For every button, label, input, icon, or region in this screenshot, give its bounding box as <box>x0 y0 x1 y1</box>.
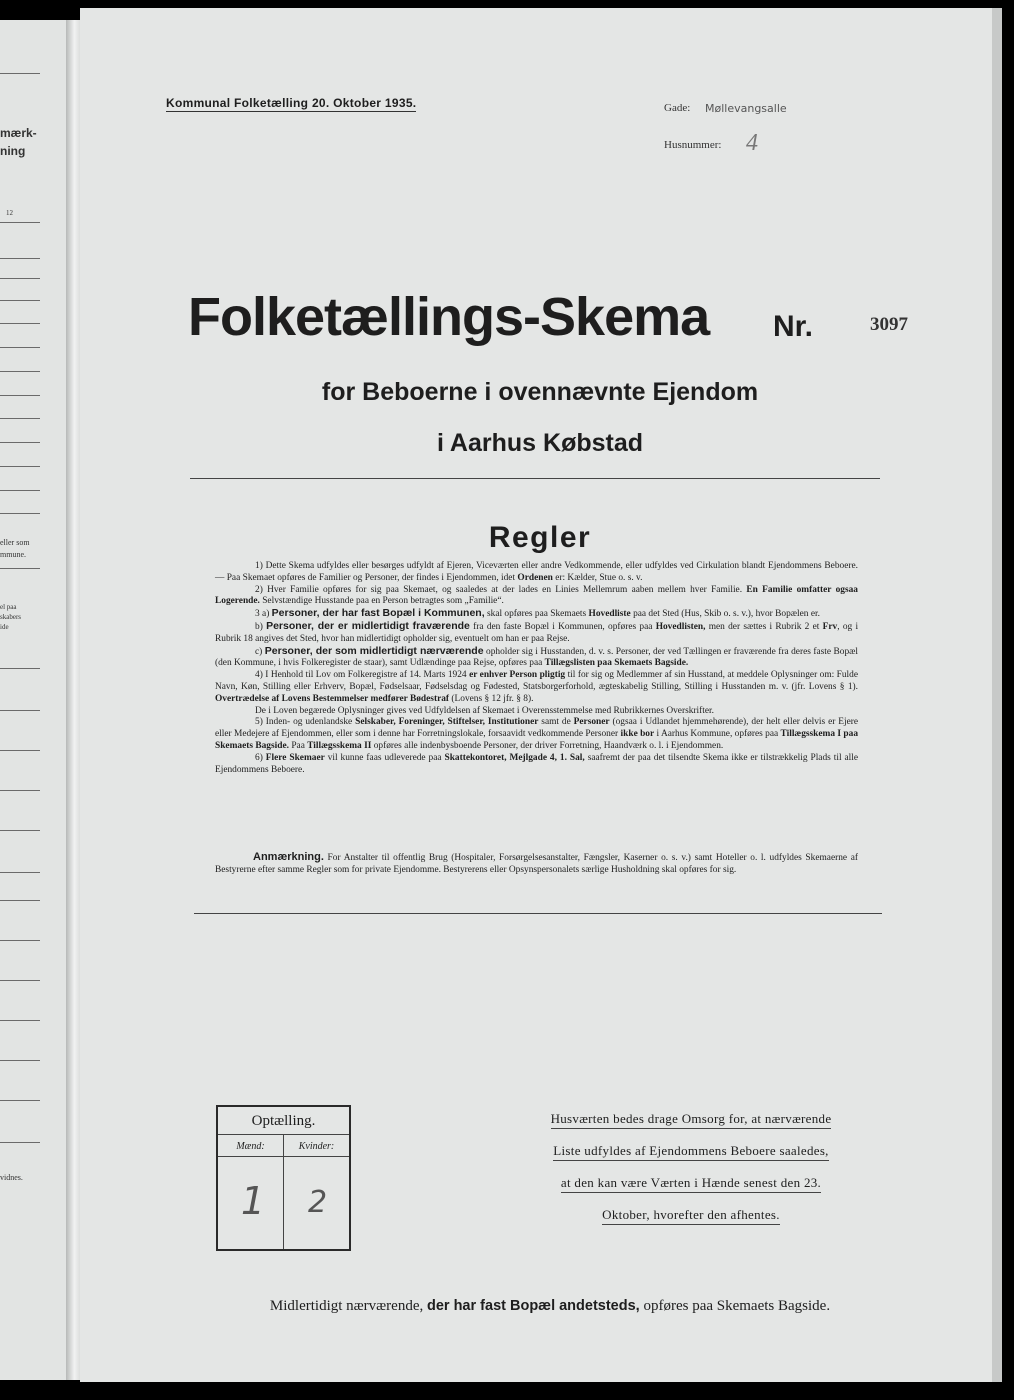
form-title: Folketællings-Skema <box>188 287 710 347</box>
divider <box>0 466 40 467</box>
divider <box>0 568 40 569</box>
divider <box>0 830 40 831</box>
host-notice-line: Oktober, hvorefter den afhentes. <box>520 1207 862 1223</box>
rule-2: 2) Hver Familie opføres for sig paa Skemaet, og saaledes at der lades en Linies Mellemrum aaben mellem hver Familie. En Familie omfatter ogsaa Logerende. Selvstændige Husstande paa en Person betragtes som „Familie“. <box>215 584 858 607</box>
form-subtitle: for Beboerne i ovennævnte Ejendom <box>321 378 759 406</box>
form-subtitle-city: i Aarhus Købstad <box>436 429 644 457</box>
host-notice-line: Liste udfyldes af Ejendommens Beboere saaledes, <box>520 1143 862 1159</box>
footer-note: Midlertidigt nærværende, der har fast Bopæl andetsteds, opføres paa Skemaets Bagside. <box>269 1298 831 1314</box>
left-page-fragment: mærk- <box>0 126 37 140</box>
divider <box>0 750 40 751</box>
divider <box>0 418 40 419</box>
rule-3c: c) Personer, der som midlertidigt nærværende opholder sig i Husstanden, d. v. s. Personer, der ved Tællingen er fraværende fra deres faste Bopæl (den Kommune, i hvis Folkeregister de staar), samt Udlændinge paa Rejse, opføres paa Tillægslisten paa Skemaets Bagside. <box>215 644 859 669</box>
street-label: Gade: <box>664 102 691 114</box>
divider <box>0 1142 40 1143</box>
rules-text <box>215 561 858 776</box>
host-notice-line: Husværten bedes drage Omsorg for, at nærværende <box>520 1111 862 1127</box>
left-page-fragment: mmune. <box>0 550 26 559</box>
rule-6: 6) Flere Skemaer vil kunne faas udleverede paa Skattekontoret, Mejlgade 4, 1. Sal, saafremt der paa det tilsendte Skema ikke er tilstrækkelig Plads til alle Ejendommens Beboere. <box>215 752 859 775</box>
left-page-fragment: eller som <box>0 538 30 547</box>
divider <box>0 395 40 396</box>
census-header: Kommunal Folketælling 20. Oktober 1935. <box>166 96 417 110</box>
street-value: Møllevangsalle <box>705 102 787 115</box>
divider <box>194 913 882 914</box>
divider <box>283 1135 284 1249</box>
divider <box>190 478 880 479</box>
divider <box>0 258 40 259</box>
rule-4: 4) I Henhold til Lov om Folkeregistre af 14. Marts 1924 er enhver Person pligtig til for sig og Medlemmer af sin Husstand, at meddele Oplysninger om: Fulde Navn, Køn, Stilling eller Erhverv, Bopæl, Fødselsaar, Fødselsdag og Fødested, Statsborgerforhold, ægteskabelig Stilling, Stilling i Husstanden m. v. (jfr. Lovens § 1). Overtrædelse af Lovens Bestemmelser medfører Bødestraf (Lovens § 12 jfr. § 8). <box>215 670 859 704</box>
men-column-label: Mænd: <box>236 1141 265 1152</box>
divider <box>0 1100 40 1101</box>
divider <box>0 442 40 443</box>
divider <box>0 371 40 372</box>
divider <box>0 790 40 791</box>
rule-4b: De i Loven begærede Oplysninger gives ved Udfyldelsen af Skemaet i Overensstemmelse med Rubrikkernes Overskrifter. <box>255 705 714 716</box>
left-page-fragment: ning <box>0 144 26 158</box>
left-page-fragment: ide <box>0 623 9 631</box>
remark-label: Anmærkning. <box>253 851 324 863</box>
divider <box>0 300 40 301</box>
divider <box>0 73 40 74</box>
divider <box>0 323 40 324</box>
rule-1: 1) Dette Skema udfyldes eller besørges udfyldt af Ejeren, Viceværten eller andre Vedkommende, eller udfyldes ved Cirkulation blandt Ejendommens Beboere. — Paa Skemaet opføres de Familier og Personer, der findes i Ejendommen, idet Ordenen er: Kælder, Stue o. s. v. <box>215 561 858 583</box>
divider <box>0 490 40 491</box>
divider <box>0 710 40 711</box>
rules-heading: Regler <box>488 521 592 554</box>
divider <box>0 668 40 669</box>
host-notice-line: at den kan være Værten i Hænde senest den 23. <box>520 1175 862 1191</box>
rule-3a: 3 a) Personer, der har fast Bopæl i Kommunen, skal opføres paa Skemaets Hovedliste paa det Sted (Hus, Skib o. s. v.), hvor Bopælen er. <box>255 607 820 620</box>
host-notice <box>520 1111 862 1239</box>
divider <box>0 900 40 901</box>
women-count: 2 <box>307 1185 328 1220</box>
form-number-value: 3097 <box>870 314 908 335</box>
divider <box>0 980 40 981</box>
women-column-label: Kvinder: <box>298 1141 335 1152</box>
divider <box>0 347 40 348</box>
form-number-label: Nr. <box>773 310 814 343</box>
count-title: Optælling. <box>218 1109 349 1135</box>
remark <box>215 852 858 877</box>
remark-text: For Anstalter til offentlig Brug (Hospitaler, Forsørgelsesanstalter, Fængsler, Kaserner o. s. v.) samt Hoteller o. l. udfyldes Skemaerne af Bestyrerne efter samme Regler som for private Ejendomme. Bestyrerens eller Opsynspersonalets særlige Husholdning skal opføres for sig. <box>215 853 859 875</box>
page-edge <box>992 8 1002 1382</box>
previous-page-strip <box>0 20 66 1380</box>
left-page-fragment: 12 <box>6 209 13 217</box>
census-form-page <box>80 8 992 1382</box>
left-page-fragment: vidnes. <box>0 1173 23 1182</box>
house-number-value: 4 <box>746 130 758 156</box>
men-count: 1 <box>240 1179 266 1223</box>
divider <box>0 513 40 514</box>
left-page-fragment: skabers <box>0 613 21 621</box>
count-box <box>216 1105 351 1251</box>
divider <box>0 278 40 279</box>
divider <box>0 1060 40 1061</box>
divider <box>0 222 40 223</box>
book-binding <box>66 20 80 1380</box>
left-page-fragment: el paa <box>0 603 17 611</box>
divider <box>0 940 40 941</box>
rule-5: 5) Inden- og udenlandske Selskaber, Foreninger, Stiftelser, Institutioner samt de Personer (ogsaa i Udlandet hjemmehørende), der helt eller delvis er Ejere eller Medejere af Ejendommen, eller som i denne har Forretningslokale, forsaavidt vedkommende Personer ikke bor i Aarhus Kommune, opføres paa Tillægsskema I paa Skemaets Bagside. Paa Tillægsskema II opføres alle indenbysboende Personer, der driver Forretning, Haandværk o. l. i Ejendommen. <box>215 717 859 751</box>
divider <box>0 872 40 873</box>
rule-3b: b) Personer, der er midlertidigt fraværende fra den faste Bopæl i Kommunen, opføres paa Hovedlisten, men der sættes i Rubrik 2 et Frv, og i Rubrik 18 angives det Sted, hvor han midlertidigt opholder sig, eventuelt om han er paa Rejse. <box>215 619 859 644</box>
divider <box>218 1156 349 1157</box>
divider <box>0 1020 40 1021</box>
house-number-label: Husnummer: <box>664 139 722 151</box>
